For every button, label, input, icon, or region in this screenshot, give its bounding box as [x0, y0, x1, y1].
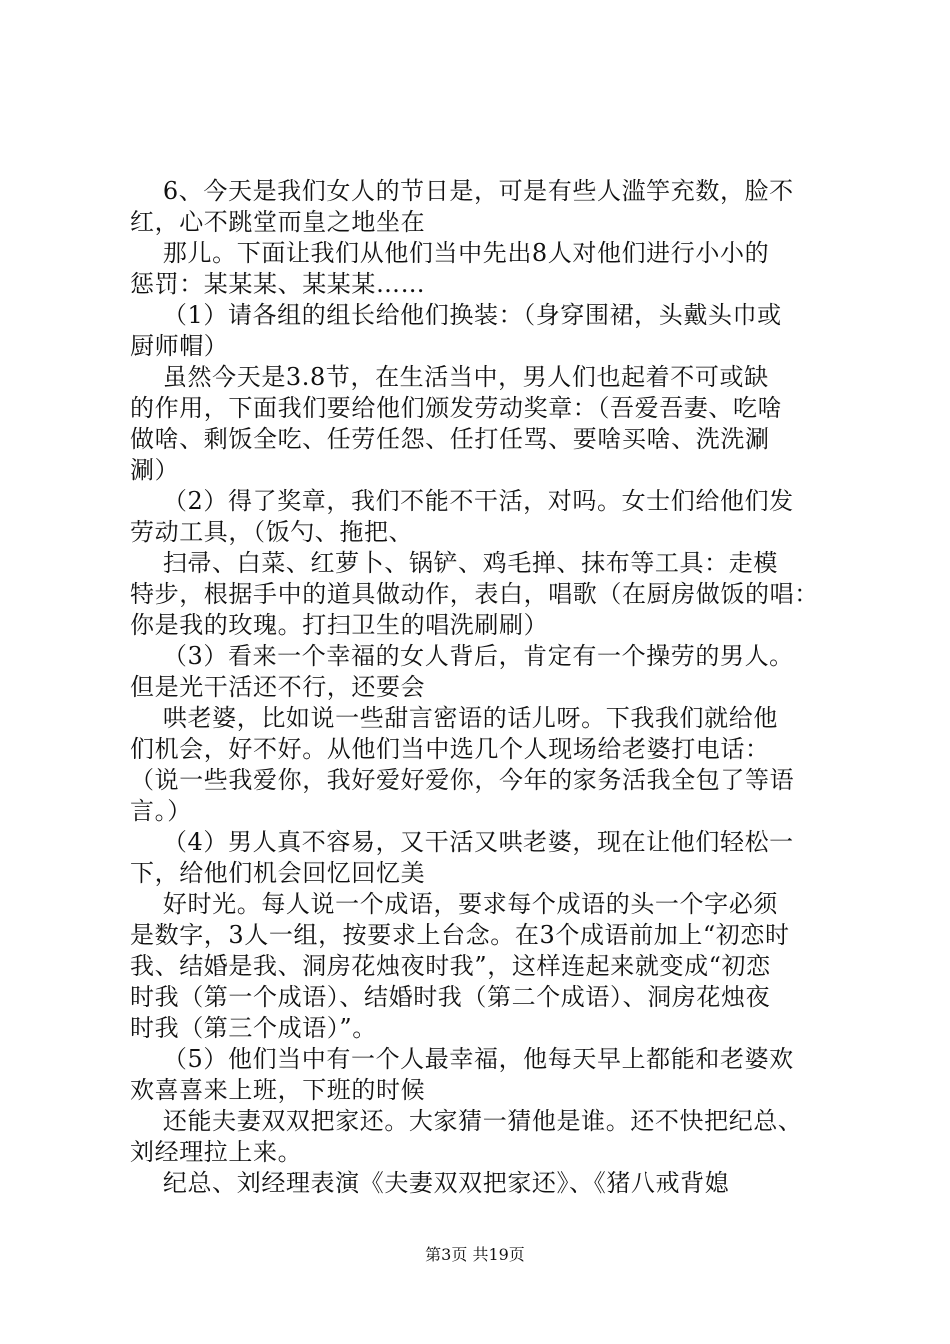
text-line: 纪总、刘经理表演《夫妻双双把家还》、《猪八戒背媳 — [130, 1169, 730, 1197]
text-line: 好时光。每人说一个成语，要求每个成语的头一个字必须 — [130, 890, 778, 918]
text-line: 涮） — [130, 456, 180, 484]
text-line: 还能夫妻双双把家还。大家猜一猜他是谁。还不快把纪总、 — [130, 1107, 803, 1135]
text-line: 扫帚、白菜、红萝卜、锅铲、鸡毛掸、抹布等工具：走模 — [130, 549, 778, 577]
text-line: （5）他们当中有一个人最幸福，他每天早上都能和老婆欢 — [130, 1045, 794, 1073]
text-line: 我、结婚是我、洞房花烛夜时我”，这样连起来就变成“初恋 — [130, 952, 771, 980]
text-line: 厨师帽） — [130, 332, 229, 360]
text-line: 那儿。下面让我们从他们当中先出8人对他们进行小小的 — [130, 239, 770, 267]
text-line: 时我（第三个成语）”。 — [130, 1014, 377, 1042]
text-line: （3）看来一个幸福的女人背后，肯定有一个操劳的男人。 — [130, 642, 794, 670]
text-line: 欢喜喜来上班，下班的时候 — [130, 1076, 426, 1104]
document-body — [130, 176, 830, 1199]
page-footer — [0, 1244, 950, 1266]
text-line: 是数字，3人一组，按要求上台念。在3个成语前加上“初恋时 — [130, 921, 790, 949]
text-line: 们机会，好不好。从他们当中选几个人现场给老婆打电话： — [130, 735, 770, 763]
text-line: 6、今天是我们女人的节日是，可是有些人滥竽充数，脸不 — [130, 177, 794, 205]
text-line: 下，给他们机会回忆回忆美 — [130, 859, 426, 887]
text-line: 红，心不跳堂而皇之地坐在 — [130, 208, 426, 236]
text-line: 言。） — [130, 797, 192, 825]
text-line: （说一些我爱你，我好爱好爱你，今年的家务活我全包了等语 — [130, 766, 795, 794]
text-line: 哄老婆，比如说一些甜言密语的话儿呀。下我我们就给他 — [130, 704, 778, 732]
text-line: 刘经理拉上来。 — [130, 1138, 303, 1166]
page-number-label: 第3页 共19页 — [425, 1245, 525, 1264]
text-line: （4）男人真不容易，又干活又哄老婆，现在让他们轻松一 — [130, 828, 794, 856]
text-line: 惩罚：某某某、某某某…… — [130, 270, 426, 298]
text-line: 做啥、剩饭全吃、任劳任怨、任打任骂、要啥买啥、洗洗涮 — [130, 425, 770, 453]
text-line: 劳动工具，（饭勺、拖把、 — [130, 518, 414, 546]
text-line: 时我（第一个成语）、结婚时我（第二个成语）、洞房花烛夜 — [130, 983, 771, 1011]
text-line: 虽然今天是3.8节，在生活当中，男人们也起着不可或缺 — [130, 363, 769, 391]
text-line: 但是光干活还不行，还要会 — [130, 673, 426, 701]
text-line: 你是我的玫瑰。打扫卫生的唱洗刷刷） — [130, 611, 549, 639]
text-line: （1）请各组的组长给他们换装：（身穿围裙，头戴头巾或 — [130, 301, 782, 329]
text-line: 特步，根据手中的道具做动作，表白，唱歌（在厨房做饭的唱： — [130, 580, 819, 608]
text-line: 的作用，下面我们要给他们颁发劳动奖章：（吾爱吾妻、吃啥 — [130, 394, 783, 422]
text-line: （2）得了奖章，我们不能不干活，对吗。女士们给他们发 — [130, 487, 794, 515]
